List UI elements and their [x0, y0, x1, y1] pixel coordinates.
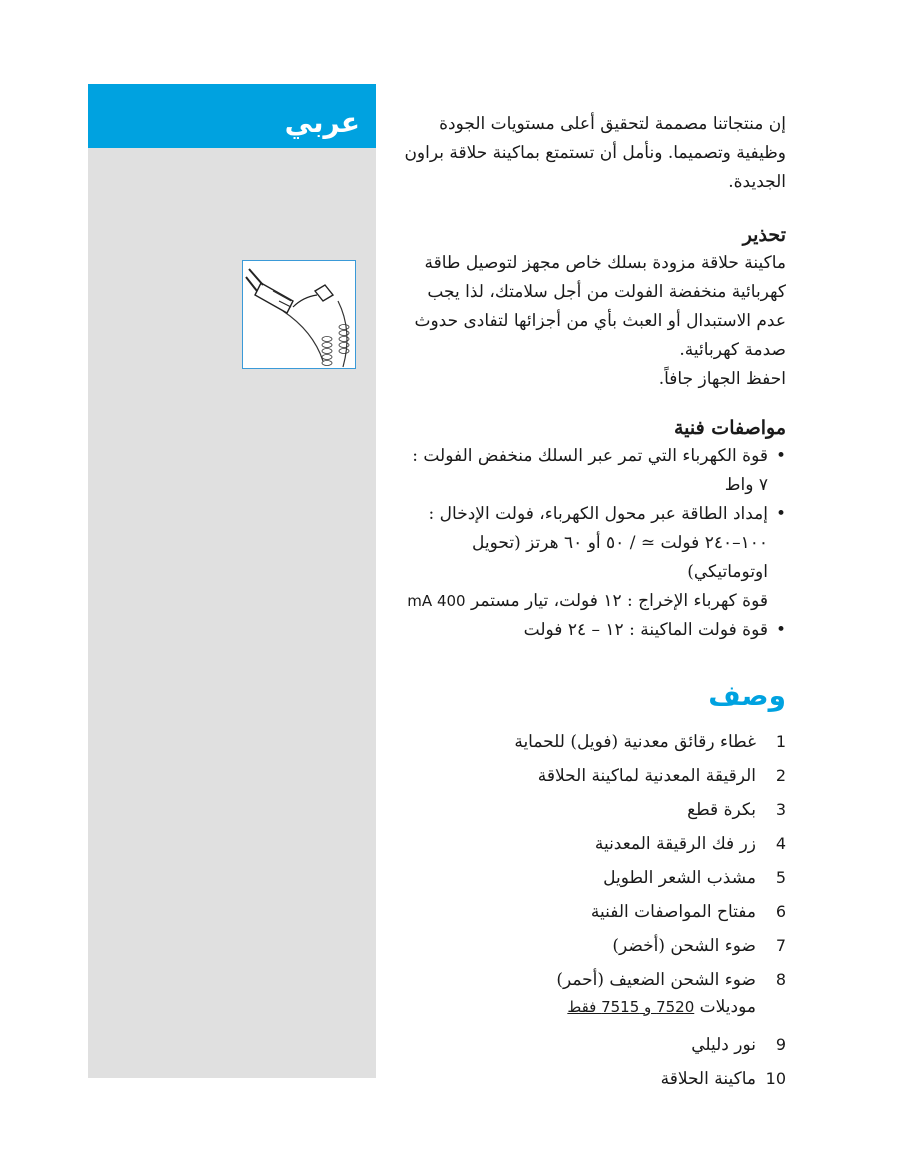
specs-list: [400, 442, 786, 645]
parts-list: [400, 725, 786, 1096]
sidebar: [88, 84, 376, 1078]
specs-section: [400, 414, 786, 645]
list-item: 1غطاء رقائق معدنية (فويل) للحماية: [514, 732, 786, 752]
list-item: 4زر فك الرقيقة المعدنية: [594, 834, 786, 854]
warning-extra: احفظ الجهاز جافاً.: [658, 369, 786, 389]
list-item: 5مشذب الشعر الطويل: [603, 868, 786, 888]
language-label: عربي: [284, 106, 360, 139]
spec-item-line: ١٠٠–٢٤٠ فولت ≃ / ٥٠ أو ٦٠ هرتز (تحويل اوتوماتيكي): [472, 533, 768, 582]
spec-current-value: 400 mA: [407, 592, 466, 610]
warning-section: [400, 221, 786, 394]
specs-title: مواصفات فنية: [673, 417, 786, 439]
list-item: 10ماكينة الحلاقة: [660, 1069, 786, 1089]
spec-item: [400, 500, 768, 616]
spec-item-line: قوة كهرباء الإخراج : ١٢ فولت، تيار مستمر: [471, 591, 768, 611]
language-tab: [88, 84, 376, 148]
main-content: [400, 110, 786, 1096]
spec-item: • قوة فولت الماكينة : ١٢ – ٢٤ فولت: [400, 616, 768, 645]
warning-text: ماكينة حلاقة مزودة بسلك خاص مجهز لتوصيل طاقة كهربائية منخفضة الفولت من أجل سلامتك، لذا يجب عدم الاستبدال أو العبث بأي من أجزائها لتفادى حدوث صدمة كهربائية.: [414, 253, 786, 360]
shaver-power-cord-icon: [243, 261, 355, 368]
list-item: 7ضوء الشحن (أخضر): [612, 936, 786, 956]
intro-paragraph: إن منتجاتنا مصممة لتحقيق أعلى مستويات الجودة وظيفية وتصميما. ونأمل أن تستمتع بماكينة حلاقة براون الجديدة.: [404, 114, 786, 192]
power-cord-figure: [242, 260, 356, 369]
models-note: موديلات 7520 و 7515 فقط: [567, 997, 756, 1017]
list-item: 6مفتاح المواصفات الفنية: [590, 902, 786, 922]
spec-item: • قوة الكهرباء التي تمر عبر السلك منخفض الفولت : ٧ واط: [400, 442, 768, 500]
list-item: 3بكرة قطع: [687, 800, 786, 820]
warning-title: تحذير: [742, 224, 786, 246]
list-item: 2الرقيقة المعدنية لماكينة الحلاقة: [537, 766, 786, 786]
list-item: 8ضوء الشحن الضعيف (أحمر): [556, 970, 786, 990]
list-item: 9نور دليلي: [691, 1035, 786, 1055]
description-title: وصف: [708, 679, 786, 712]
spec-item-line: إمداد الطاقة عبر محول الكهرباء، فولت الإدخال :: [428, 504, 768, 524]
models-note-value: 7520 و 7515 فقط: [567, 998, 695, 1016]
